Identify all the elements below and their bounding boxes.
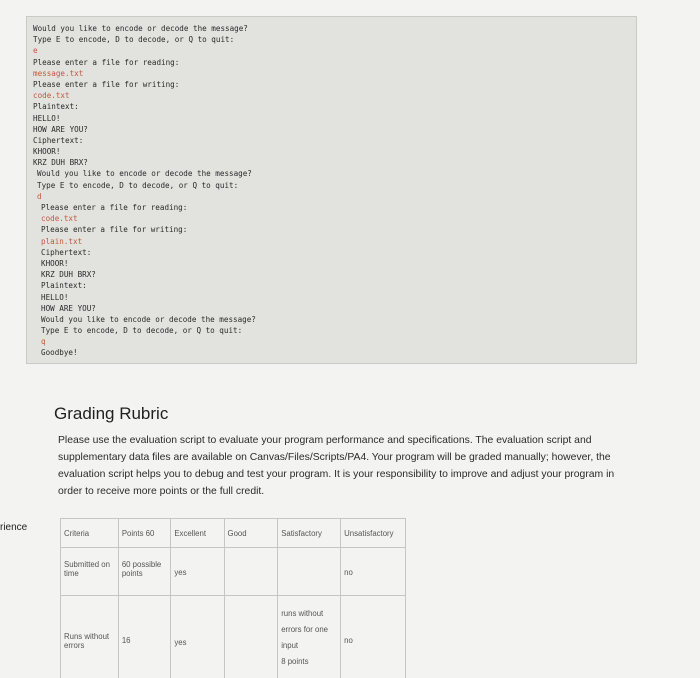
console-output-line: HELLO!: [33, 292, 636, 303]
console-output-line: Ciphertext:: [33, 247, 636, 258]
header-points: Points 60: [118, 519, 171, 548]
console-output-line: Please enter a file for reading:: [33, 202, 636, 213]
console-output-line: Plaintext:: [33, 101, 636, 112]
console-output-line: Please enter a file for writing:: [33, 224, 636, 235]
cell-criteria: Submitted on time: [61, 548, 119, 596]
console-output-line: Please enter a file for reading:: [33, 57, 636, 68]
console-output-line: HOW ARE YOU?: [33, 124, 636, 135]
rubric-header-row: [61, 519, 406, 548]
cell-excellent: yes: [171, 548, 224, 596]
cell-points: 16: [118, 596, 171, 678]
console-output-line: Would you like to encode or decode the message?: [33, 168, 636, 179]
console-output-line: KHOOR!: [33, 146, 636, 157]
cell-good: [224, 548, 278, 596]
console-input-line: e: [33, 45, 636, 56]
rubric-table: [60, 518, 406, 678]
rubric-table-container: [60, 518, 406, 678]
console-output: [26, 16, 637, 364]
cell-satisfactory: [278, 548, 341, 596]
cell-points: 60 possible points: [118, 548, 171, 596]
console-output-line: HELLO!: [33, 113, 636, 124]
console-input-line: code.txt: [33, 90, 636, 101]
console-input-line: message.txt: [33, 68, 636, 79]
console-output-line: KRZ DUH BRX?: [33, 157, 636, 168]
rubric-title: Grading Rubric: [54, 404, 168, 424]
table-row: [61, 548, 406, 596]
console-output-line: Would you like to encode or decode the message?: [33, 23, 636, 34]
console-output-line: Would you like to encode or decode the message?: [33, 314, 636, 325]
console-output-line: Type E to encode, D to decode, or Q to quit:: [33, 325, 636, 336]
rubric-description: Please use the evaluation script to evaluate your program performance and specifications. The evaluation script and supplementary data files are available on Canvas/Files/Scripts/PA4. Your program will be graded manually; however, the evaluation script helps you to debug and test your program. It is your responsibility to improve and adjust your program in order to receive more points or the full credit.: [58, 432, 628, 500]
console-output-line: HOW ARE YOU?: [33, 303, 636, 314]
console-input-line: d: [33, 191, 636, 202]
console-output-line: Please enter a file for writing:: [33, 79, 636, 90]
table-row: [61, 596, 406, 678]
header-satisfactory: Satisfactory: [278, 519, 341, 548]
console-output-line: Type E to encode, D to decode, or Q to quit:: [33, 34, 636, 45]
cell-satisfactory: runs without errors for one input 8 points: [278, 596, 341, 678]
console-output-line: Ciphertext:: [33, 135, 636, 146]
cell-unsatisfactory: no: [341, 548, 406, 596]
console-output-line: Goodbye!: [33, 347, 636, 358]
cell-criteria: Runs without errors: [61, 596, 119, 678]
header-criteria: Criteria: [61, 519, 119, 548]
header-unsatisfactory: Unsatisfactory: [341, 519, 406, 548]
console-input-line: plain.txt: [33, 236, 636, 247]
cell-unsatisfactory: no: [341, 596, 406, 678]
header-excellent: Excellent: [171, 519, 224, 548]
console-input-line: code.txt: [33, 213, 636, 224]
console-output-line: Plaintext:: [33, 280, 636, 291]
sidebar-text-fragment: rience: [0, 522, 27, 533]
cell-good: [224, 596, 278, 678]
console-output-line: KHOOR!: [33, 258, 636, 269]
cell-excellent: yes: [171, 596, 224, 678]
header-good: Good: [224, 519, 278, 548]
console-input-line: q: [33, 336, 636, 347]
console-output-line: KRZ DUH BRX?: [33, 269, 636, 280]
console-output-line: Type E to encode, D to decode, or Q to quit:: [33, 180, 636, 191]
